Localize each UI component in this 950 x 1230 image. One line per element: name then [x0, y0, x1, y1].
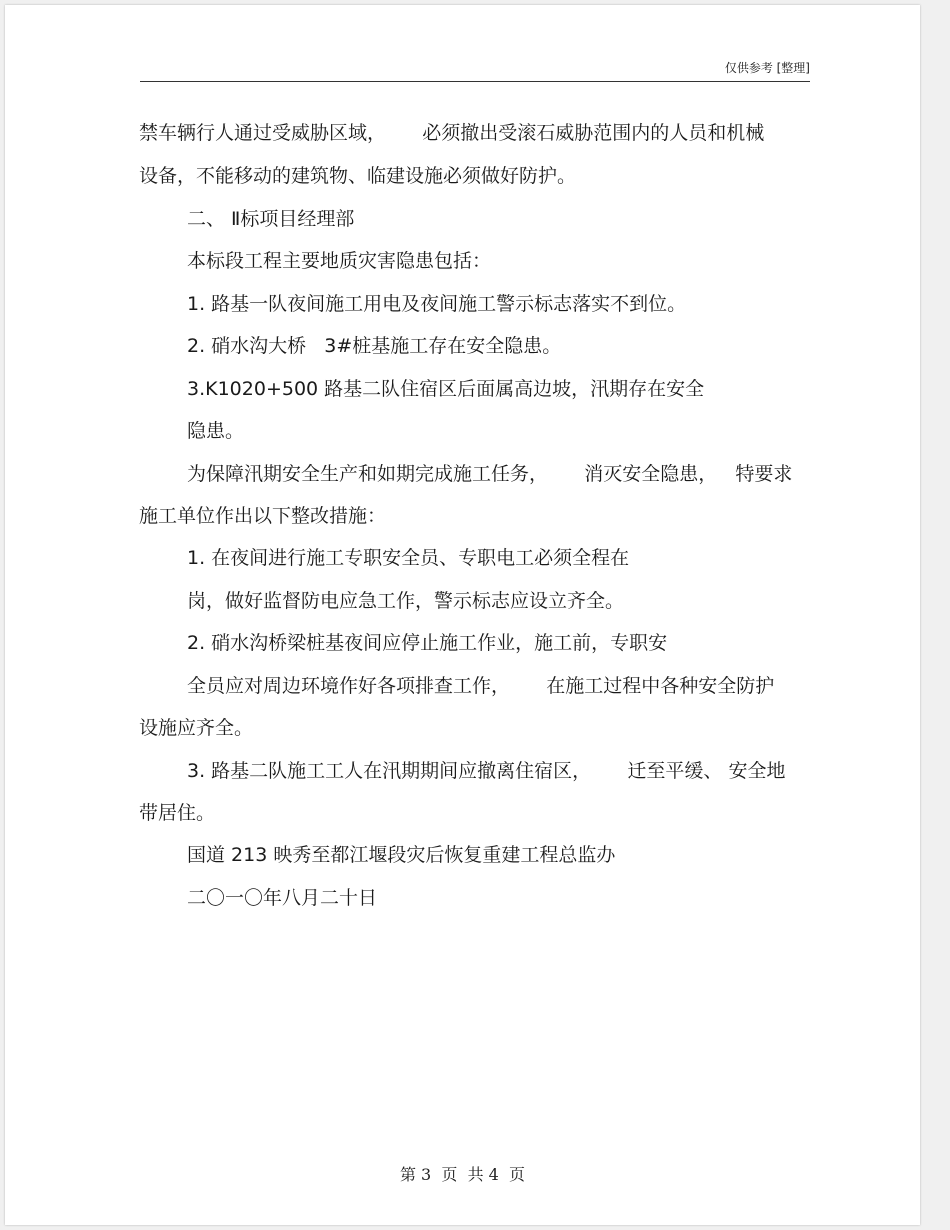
body-line: 设备，不能移动的建筑物、临建设施必须做好防护。 [139, 165, 577, 187]
body-line: 岗，做好监督防电应急工作，警示标志应设立齐全。 [187, 590, 625, 612]
page-header: 仅供参考 [整理] [724, 61, 810, 75]
body-line: 设施应齐全。 [139, 717, 254, 739]
section-heading: 二、 Ⅱ标项目经理部 [187, 208, 355, 230]
list-item: 1. 在夜间进行施工专职安全员、专职电工必须全程在 [187, 547, 630, 569]
document-page [5, 5, 920, 1225]
body-line: 隐患。 [187, 420, 245, 442]
body-line: 本标段工程主要地质灾害隐患包括： [187, 250, 492, 272]
list-item: 1. 路基一队夜间施工用电及夜间施工警示标志落实不到位。 [187, 293, 687, 315]
signature-date: 二〇一〇年八月二十日 [187, 887, 378, 909]
signature-org: 国道 213 映秀至都江堰段灾后恢复重建工程总监办 [187, 844, 616, 866]
body-line: 带居住。 [139, 802, 216, 824]
header-rule [140, 81, 810, 82]
page-footer: 第 3 页 共 4 页 [399, 1165, 526, 1184]
body-line: 全员应对周边环境作好各项排查工作， 在施工过程中各种安全防护 [187, 675, 775, 697]
body-line: 为保障汛期安全生产和如期完成施工任务， 消灭安全隐患， 特要求 [187, 463, 793, 485]
list-item: 3. 路基二队施工工人在汛期期间应撤离住宿区， 迁至平缓、 安全地 [187, 760, 786, 782]
list-item: 3.K1020+500 路基二队住宿区后面属高边坡，汛期存在安全 [187, 378, 705, 400]
body-line: 禁车辆行人通过受威胁区域， 必须撤出受滚石威胁范围内的人员和机械 [139, 122, 765, 144]
list-item: 2. 硝水沟大桥 3#桩基施工存在安全隐患。 [187, 335, 562, 357]
body-line: 施工单位作出以下整改措施： [139, 505, 387, 527]
list-item: 2. 硝水沟桥梁桩基夜间应停止施工作业，施工前，专职安 [187, 632, 668, 654]
